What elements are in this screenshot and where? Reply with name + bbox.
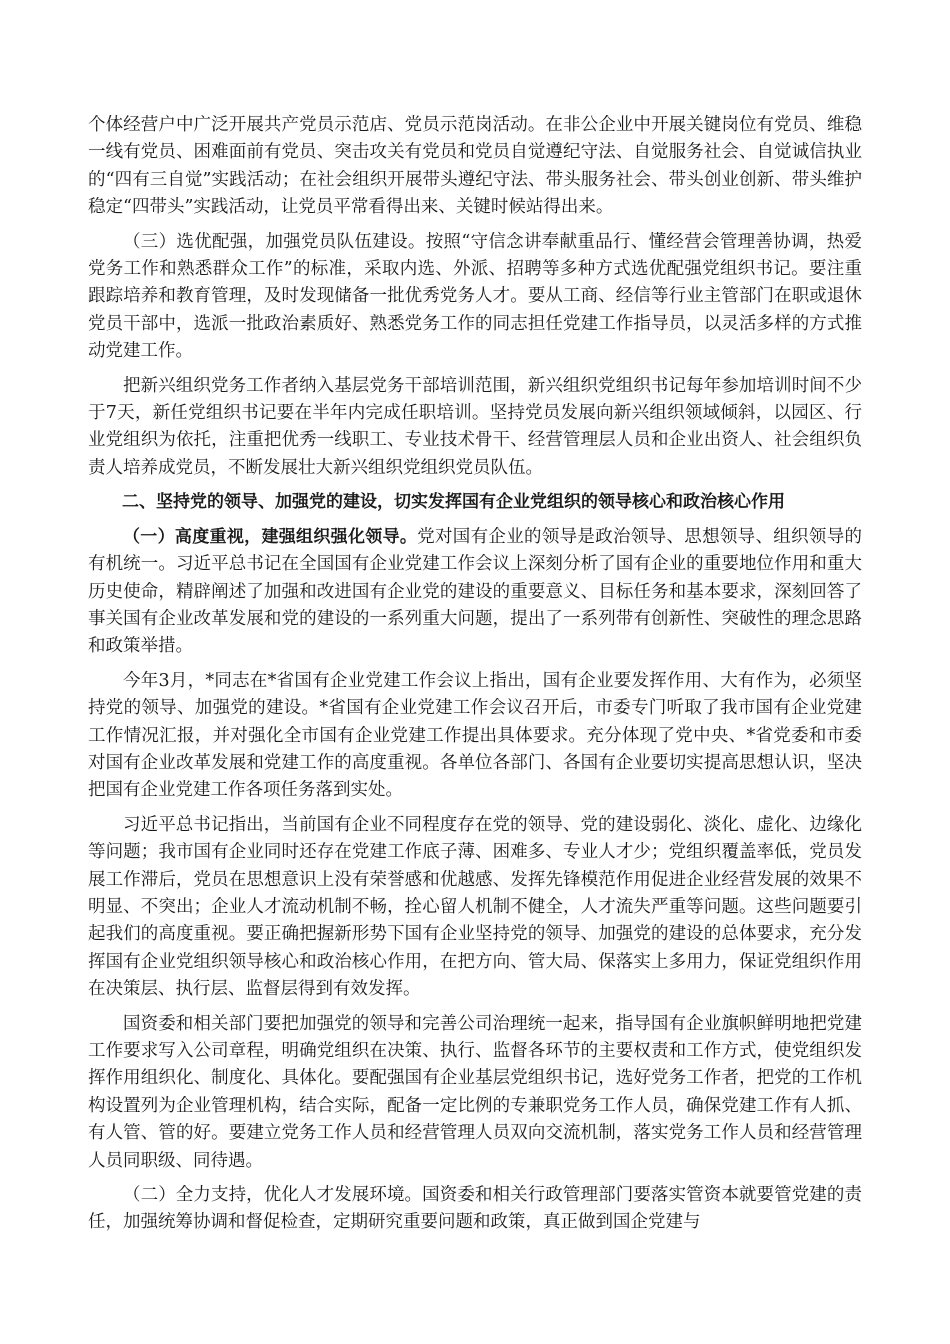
document-page xyxy=(88,112,862,1244)
subsection-1-body: 党对国有企业的领导是政治领导、思想领导、组织领导的有机统一。习近平总书记在全国国有企业党建工作会议上深刻分析了国有企业的重要地位作用和重大历史使命，精辟阐述了加强和改进国有企业党的建设的重要意义、目标任务和基本要求，深刻回答了事关国有企业改革发展和党的建设的一系列重大问题，提出了一系列带有创新性、突破性的理念思路和政策举措。 xyxy=(88,526,863,657)
paragraph-problems: 习近平总书记指出，当前国有企业不同程度存在党的领导、党的建设弱化、淡化、虚化、边缘化等问题；我市国有企业同时还存在党建工作底子薄、困难多、专业人才少；党组织覆盖率低，党员发展工作滞后，党员在思想意识上没有荣誉感和优越感、发挥先锋模范作用促进企业经营发展的效果不明显、不突出；企业人才流动机制不畅，拴心留人机制不健全，人才流失严重等问题。这些问题要引起我们的高度重视。要正确把握新形势下国有企业坚持党的领导、加强党的建设的总体要求，充分发挥国有企业党组织领导核心和政治核心作用，在把方向、管大局、保落实上多用力，保证党组织作用在决策层、执行层、监督层得到有效发挥。 xyxy=(88,814,862,1000)
paragraph-subsection-2: （二）全力支持，优化人才发展环境。国资委和相关行政管理部门要落实管资本就要管党建的责任，加强统筹协调和督促检查，定期研究重要问题和政策，真正做到国企党建与 xyxy=(88,1185,862,1233)
paragraph-training: 把新兴组织党务工作者纳入基层党务干部培训范围，新兴组织党组织书记每年参加培训时间不少于7天，新任党组织书记要在半年内完成任职培训。坚持党员发展向新兴组织领域倾斜，以园区、行业党组织为依托，注重把优秀一线职工、专业技术骨干、经营管理层人员和企业出资人、社会组织负责人培养成党员，不断发展壮大新兴组织党组织党员队伍。 xyxy=(88,375,862,478)
subsection-1-title: （一）高度重视，建强组织强化领导。 xyxy=(123,526,418,547)
paragraph-section-3-team-building: （三）选优配强，加强党员队伍建设。按照“守信念讲奉献重品行、懂经营会管理善协调，热爱党务工作和熟悉群众工作”的标准，采取内选、外派、招聘等多种方式选优配强党组织书记。要注重跟踪培养和教育管理，及时发现储备一批优秀党务人才。要从工商、经信等行业主管部门在职或退休党员干部中，选派一批政治素质好、熟悉党务工作的同志担任党建工作指导员，以灵活多样的方式推动党建工作。 xyxy=(88,231,862,362)
paragraph-party-member-demonstration: 个体经营户中广泛开展共产党员示范店、党员示范岗活动。在非公企业中开展关键岗位有党员、维稳一线有党员、困难面前有党员、突击攻关有党员和党员自觉遵纪守法、自觉服务社会、自觉诚信执业的“四有三自觉”实践活动；在社会组织开展带头遵纪守法、带头服务社会、带头创业创新、带头维护稳定“四带头”实践活动，让党员平常看得出来、关键时候站得出来。 xyxy=(88,115,862,218)
paragraph-march-meeting: 今年3月，*同志在*省国有企业党建工作会议上指出，国有企业要发挥作用、大有作为，必须坚持党的领导、加强党的建设。*省国有企业党建工作会议召开后，市委专门听取了我市国有企业党建工作情况汇报，并对强化全市国有企业党建工作提出具体要求。充分体现了党中央、*省党委和市委对国有企业改革发展和党建工作的高度重视。各单位各部门、各国有企业要切实提高思想认识，坚决把国有企业党建工作各项任务落到实处。 xyxy=(88,670,862,801)
paragraph-sasac-governance: 国资委和相关部门要把加强党的领导和完善公司治理统一起来，指导国有企业旗帜鲜明地把党建工作要求写入公司章程，明确党组织在决策、执行、监督各环节的主要权责和工作方式，使党组织发挥作用组织化、制度化、具体化。要配强国有企业基层党组织书记，选好党务工作者，把党的工作机构设置列为企业管理机构，结合实际，配备一定比例的专兼职党务工作人员，确保党建工作有人抓、有人管、管的好。要建立党务工作人员和经营管理人员双向交流机制，落实党务工作人员和经营管理人员同职级、同待遇。 xyxy=(88,1013,862,1171)
section-heading-2: 二、坚持党的领导、加强党的建设，切实发挥国有企业党组织的领导核心和政治核心作用 xyxy=(122,492,785,513)
paragraph-subsection-1 xyxy=(88,524,862,661)
